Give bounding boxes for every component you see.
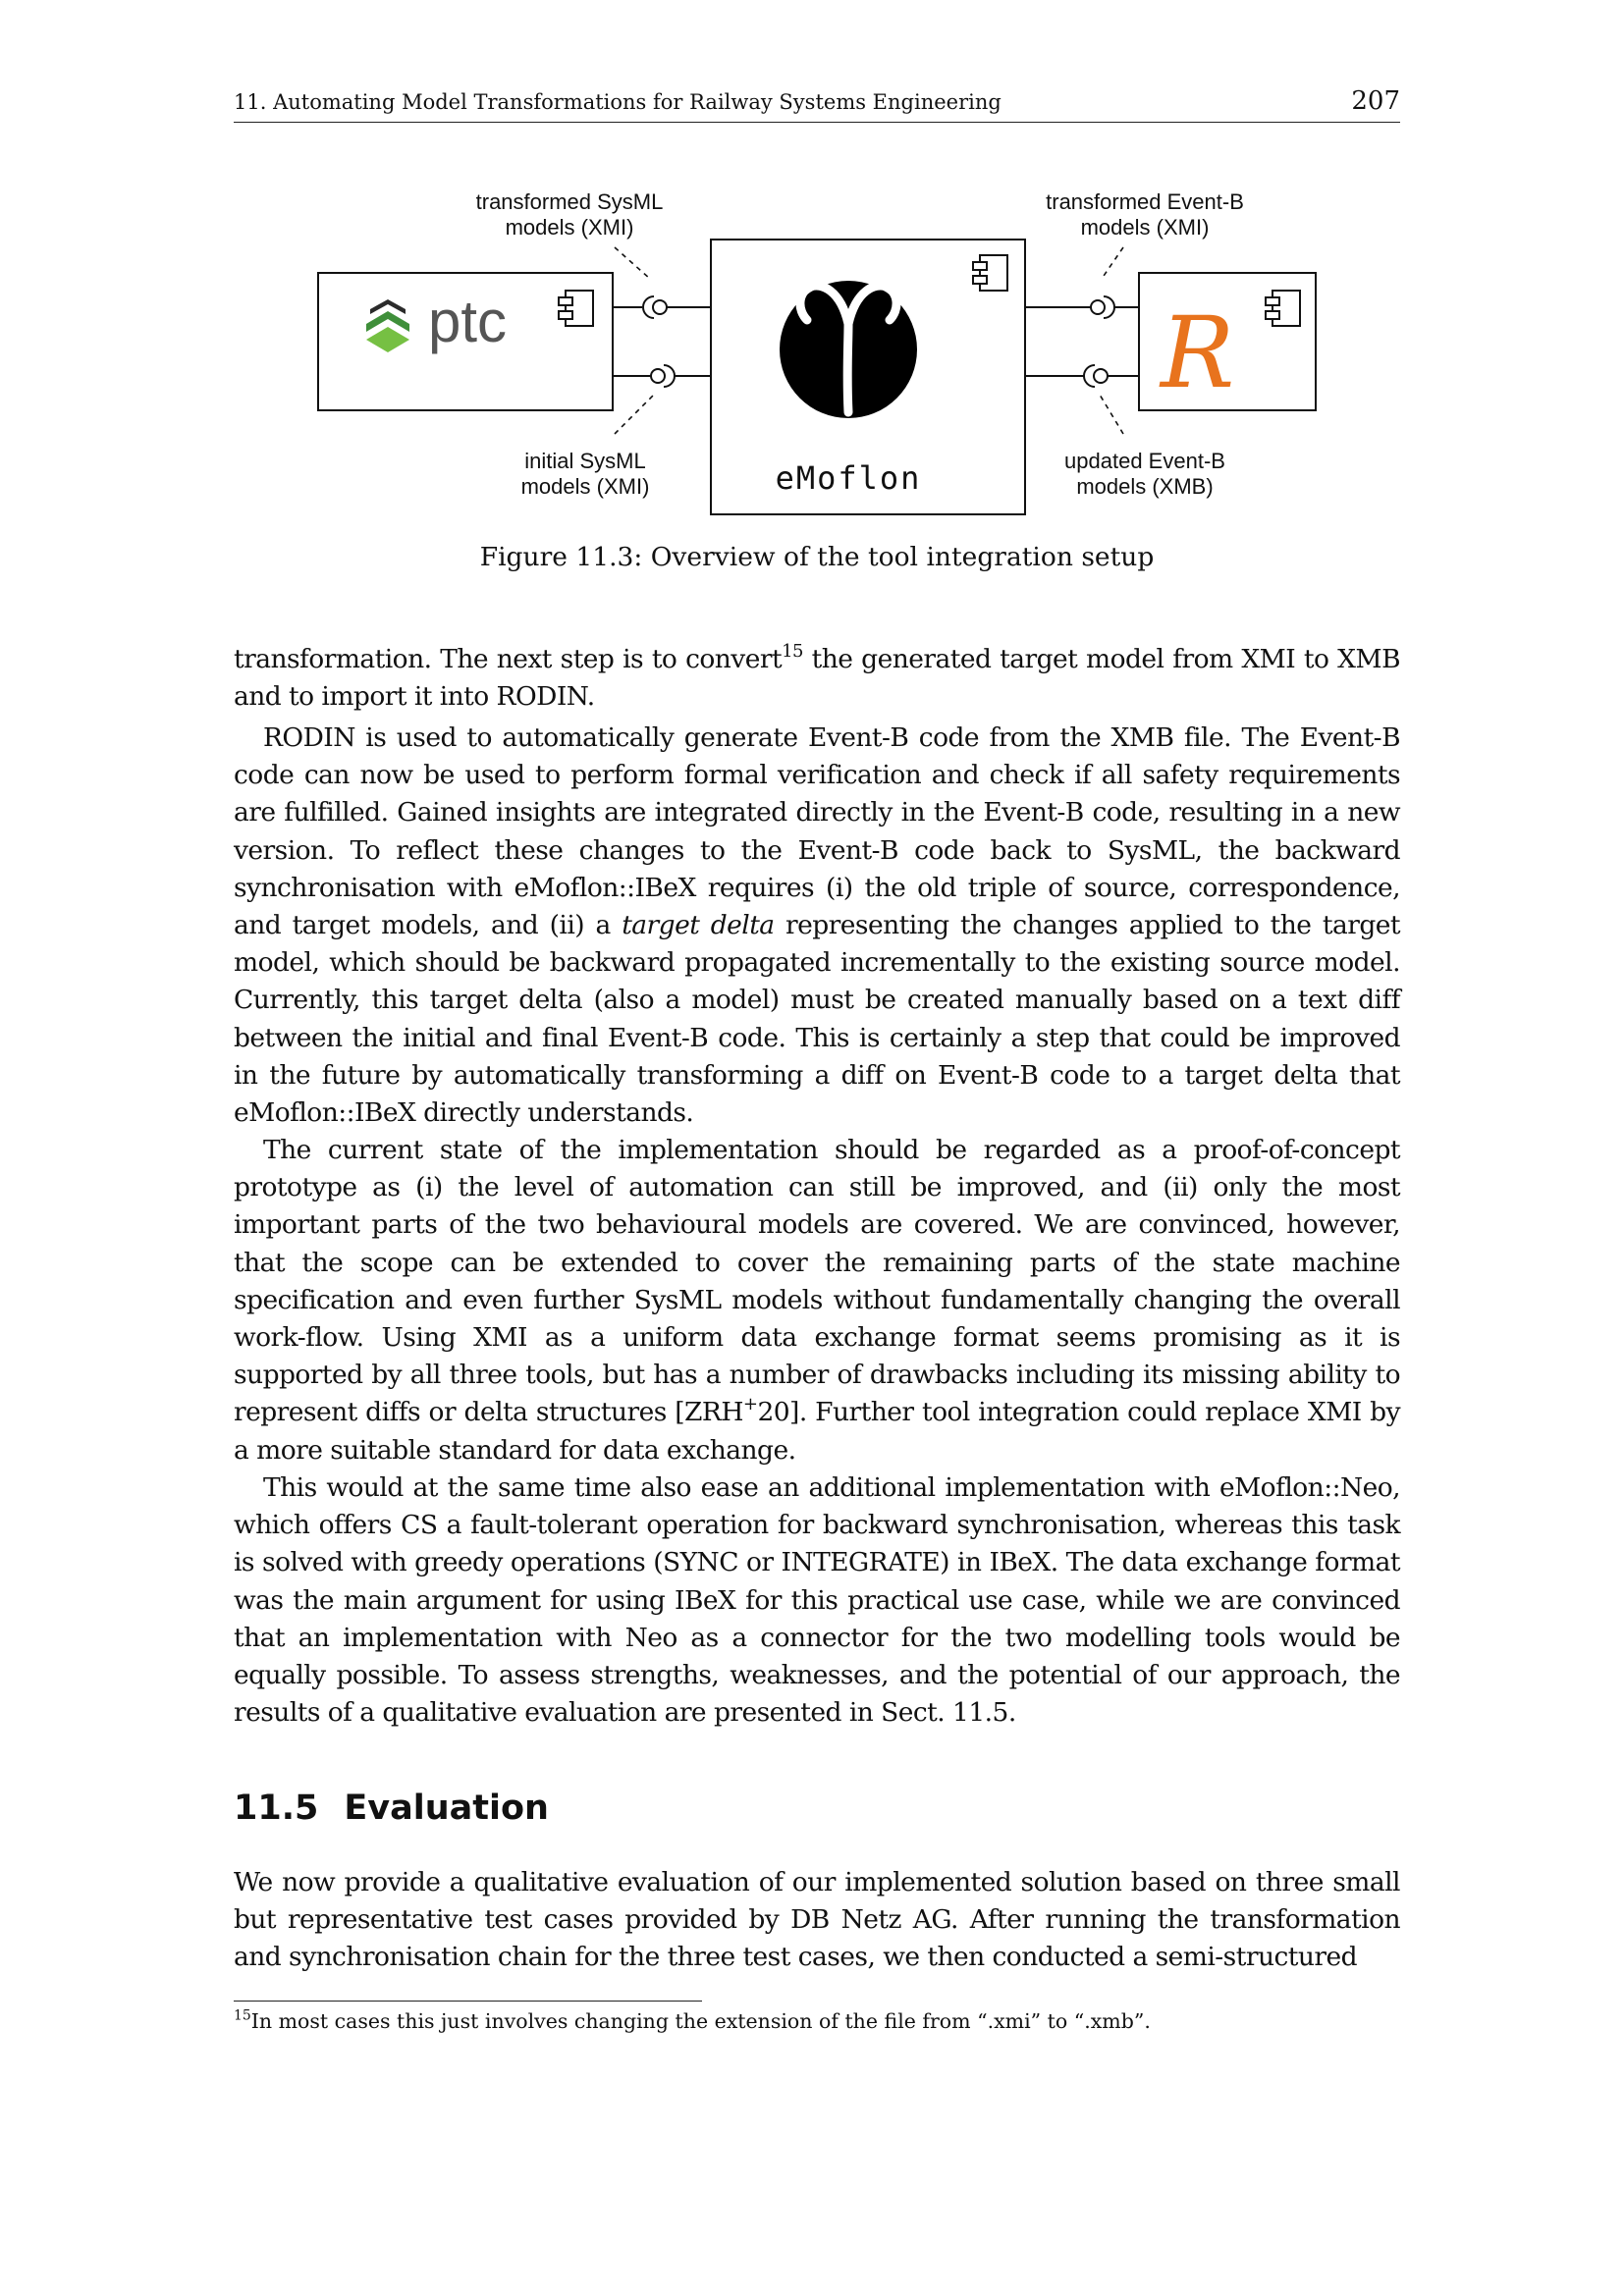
ptc-logo-text: ptc (428, 289, 508, 354)
label-transformed-eventb-line1: transformed Event-B (1046, 189, 1244, 214)
footnote-reference: 15 (782, 640, 803, 662)
section-heading (234, 1789, 549, 1828)
label-transformed-sysml-line1: transformed SysML (475, 189, 664, 214)
emoflon-lollipop-top-right (1091, 300, 1105, 314)
paragraph-4-text: This would at the same time also ease an additional implementation with eMoflon::Neo, which offers CS a fault-tolerant operation for backward synchronisation, whereas this task is solved with greedy operations (SYNC or INTEGRATE) in IBeX. The data exchange format was the main argument for using IBeX for this practical use case, while we are convinced that an implementation with Neo as a connector for the two modelling tools would be equally possible. To assess strengths, weaknesses, and the potential of our approach, the results of a qualitative evaluation are presented in Sect. 11.5. (234, 1472, 1400, 1729)
rodin-logo (1159, 295, 1234, 410)
running-head (234, 86, 1400, 123)
paragraph-5-text: We now provide a qualitative evaluation of our implemented solution based on three small but representative test cases provided by DB Netz AG. After running the transformation and synchronisation chain for the three test cases, we then conducted a semi-structured (234, 1867, 1400, 1973)
component-icon-ptc (559, 291, 593, 326)
paragraph-4 (234, 1469, 1400, 1732)
label-initial-sysml-line2: models (XMI) (520, 474, 650, 499)
rodin-logo-text: R (1161, 295, 1235, 410)
figure-tool-integration (234, 177, 1400, 530)
label-updated-eventb-line1: updated Event-B (1064, 449, 1225, 473)
paragraph-1-text-a: transformation. The next step is to convert (234, 644, 783, 674)
paragraph-1-text-b: the generated target model from XMI to XMB and to import it into RODIN. (234, 644, 1401, 713)
paragraph-1 (234, 641, 1400, 716)
footnote-text: In most cases this just involves changing the extension of the file from “.xmi” to “.xmb”. (250, 2009, 1151, 2033)
component-icon-rodin (1266, 291, 1300, 326)
footnote-mark: 15 (234, 2007, 251, 2024)
paragraph-5 (234, 1864, 1400, 1977)
paragraph-2-emphasis: target delta (622, 910, 775, 941)
chapter-title: 11. Automating Model Transformations for Railway Systems Engineering (234, 90, 1001, 114)
ptc-logo (366, 289, 507, 354)
footnote (234, 2007, 1400, 2035)
tool-integration-diagram (234, 177, 1400, 530)
label-initial-sysml-line1: initial SysML (524, 449, 646, 473)
paragraph-3-text-a: The current state of the implementation should be regarded as a proof-of-concept prototype as (i) the level of automation can still be improved, and (ii) only the most important parts of the two behavioural models are covered. We are convinced, however, that the scope can be extended to cover the remaining parts of the state machine specification and even further SysML models without fundamentally changing the overall work-flow. Using XMI as a uniform data exchange format seems promising as it is supported by all three tools, but has a number of drawbacks including its missing ability to represent diffs or delta structures [ZRH (234, 1135, 1400, 1428)
component-icon-emoflon (973, 255, 1007, 291)
emoflon-logo-text: eMoflon (775, 459, 922, 497)
page-number: 207 (1351, 86, 1400, 116)
paragraph-3 (234, 1132, 1400, 1469)
paragraph-2 (234, 720, 1400, 1132)
figure-caption: Figure 11.3: Overview of the tool integration setup (479, 542, 1155, 572)
label-updated-eventb-line2: models (XMB) (1076, 474, 1214, 499)
section-number: 11.5 (234, 1789, 319, 1828)
footnote-rule (234, 2001, 702, 2002)
emoflon-lollipop-top-left (653, 300, 667, 314)
paragraph-2-text-a: RODIN is used to automatically generate Event-B code from the XMB file. The Event-B code can now be used to perform formal verification and check if all safety requirements are fulfilled. Gained insights are integrated directly in the Event-B code, resulting in a new version. To reflect these changes to the Event-B code back to SysML, the backward synchronisation with eMoflon::IBeX requires (i) the old triple of source, correspondence, and target models, and (ii) a (234, 722, 1400, 941)
citation-superscript: + (742, 1394, 758, 1415)
section-title: Evaluation (344, 1789, 549, 1828)
label-transformed-sysml-line2: models (XMI) (505, 215, 634, 240)
label-transformed-eventb-line2: models (XMI) (1080, 215, 1210, 240)
emoflon-logo (776, 281, 922, 497)
ptc-lollipop-bottom (651, 369, 665, 383)
paragraph-2-text-b: representing the changes applied to the target model, which should be backward propagated incrementally to the existing source model. Currently, this target delta (also a model) must be created manually based on a text diff between the initial and final Event-B code. This is certainly a step that could be improved in the future by automatically transforming a diff on Event-B code to a target delta that eMoflon::IBeX directly understands. (234, 910, 1400, 1129)
rodin-lollipop-bottom (1094, 369, 1108, 383)
paragraph-3-text-b: 20]. Further tool integration could replace XMI by a more suitable standard for data exchange. (234, 1397, 1401, 1466)
